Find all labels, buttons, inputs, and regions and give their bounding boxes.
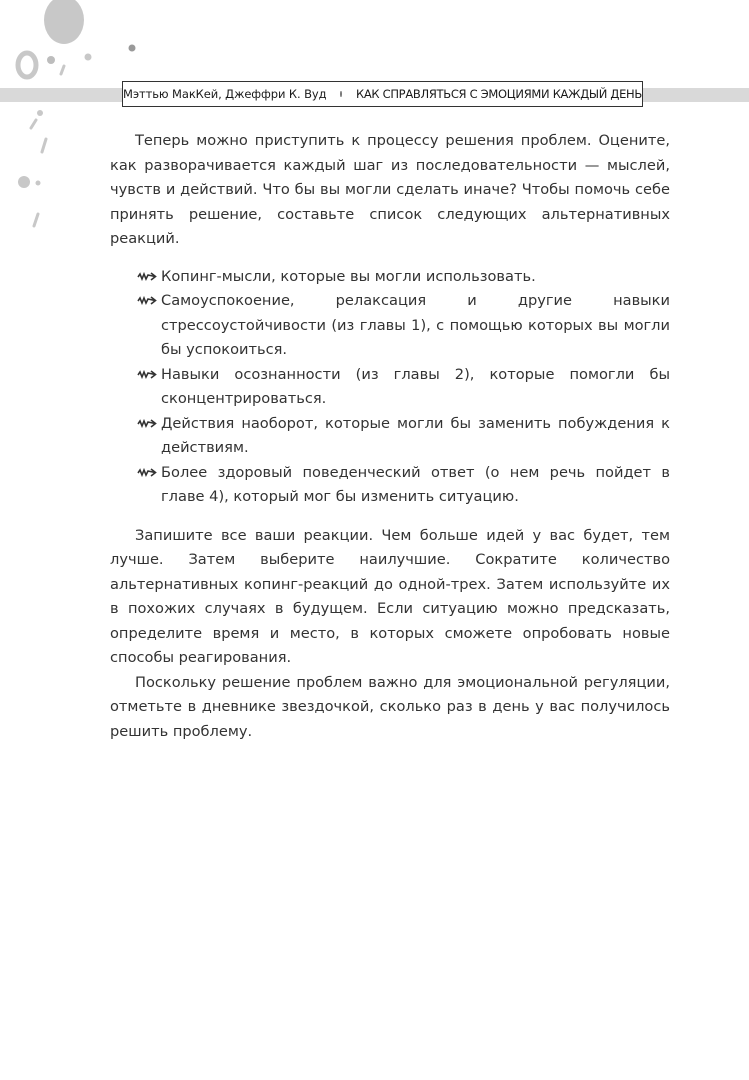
body-paragraph: Поскольку решение проблем важно для эмоциональной регуляции, отметьте в дневнике звездочкой, сколько раз в день у вас получилось решить проблему. (110, 673, 670, 740)
header-author: Мэттью МакКей, Джеффри К. Вуд (123, 87, 327, 101)
squiggle-arrow-icon (137, 369, 157, 380)
list-item (110, 289, 670, 363)
squiggle-arrow-icon (137, 271, 157, 282)
squiggle-arrow-icon (137, 418, 157, 429)
list-item-text: Копинг-мысли, которые вы могли использовать. (161, 267, 536, 285)
header-title: КАК СПРАВЛЯТЬСЯ С ЭМОЦИЯМИ КАЖДЫЙ ДЕНЬ (355, 87, 642, 101)
page-body (110, 129, 670, 744)
list-item (110, 363, 670, 412)
squiggle-arrow-icon (137, 467, 157, 478)
list-item (110, 412, 670, 461)
squiggle-arrow-icon (137, 295, 157, 306)
list-item-text: Самоуспокоение, релаксация и другие навыки стрессоустойчивости (из главы 1), с помощью которых вы могли бы успокоиться. (161, 292, 670, 358)
list-item-text: Более здоровый поведенческий ответ (о нем речь пойдет в главе 4), который мог бы изменить ситуацию. (161, 463, 670, 505)
list-item (110, 461, 670, 510)
body-paragraph: Запишите все ваши реакции. Чем больше идей у вас будет, тем лучше. Затем выберите наилучшие. Сократите количество альтернативных копинг-реакций до одной-трех. Затем используйте их в похожих случаях в будущем. Если ситуацию можно предсказать, определите время и место, в которых сможете опробовать новые способы реагирования. (110, 526, 670, 666)
list-item (110, 265, 670, 290)
header-separator (340, 91, 342, 97)
running-header (122, 81, 643, 107)
intro-paragraph: Теперь можно приступить к процессу решения проблем. Оцените, как разворачивается каждый шаг из последовательности — мыслей, чувств и действий. Что бы вы могли сделать иначе? Чтобы помочь себе принять решение, составьте список следующих альтернативных реакций. (110, 132, 670, 247)
alternatives-list (110, 265, 670, 510)
list-item-text: Действия наоборот, которые могли бы заменить побуждения к действиям. (161, 414, 670, 456)
list-item-text: Навыки осознанности (из главы 2), которые помогли бы сконцентрироваться. (161, 365, 670, 407)
